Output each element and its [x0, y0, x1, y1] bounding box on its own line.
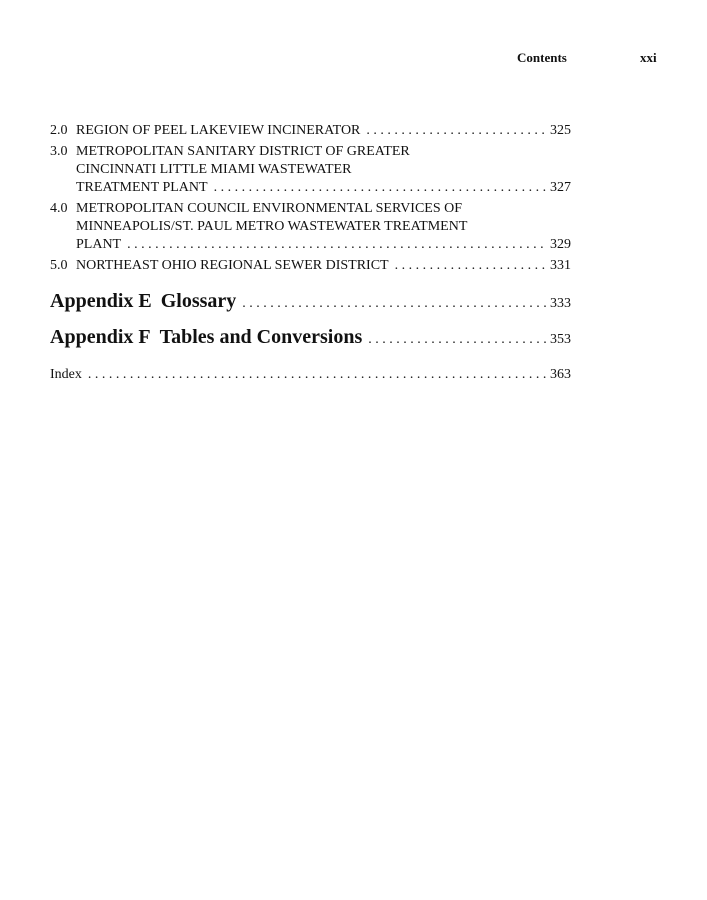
appendix-label: Appendix E [50, 290, 152, 312]
toc-entry-title-line-1: METROPOLITAN COUNCIL ENVIRONMENTAL SERVICES OF [76, 201, 463, 216]
dot-leader [242, 292, 547, 316]
running-head [0, 50, 707, 66]
toc-entry-5-0 [50, 257, 571, 275]
toc-entry-title: REGION OF PEEL LAKEVIEW INCINERATOR [76, 123, 361, 138]
toc-entry-number: 5.0 [50, 258, 68, 273]
dot-leader [127, 236, 547, 254]
toc-entry-number: 4.0 [50, 201, 68, 216]
appendix-label: Appendix F [50, 326, 151, 348]
appendix-title: Glossary [160, 290, 237, 312]
index-label: Index [50, 367, 82, 382]
dot-leader [88, 366, 547, 384]
toc-entry-title-line-3: PLANT [76, 237, 122, 252]
toc-entry-number: 2.0 [50, 123, 68, 138]
toc-entry-title-line-2: MINNEAPOLIS/ST. PAUL METRO WASTEWATER TREATMENT [76, 219, 468, 234]
dot-leader [368, 328, 547, 352]
appendix-page: 353 [550, 332, 571, 347]
toc-entry-3-0 [50, 143, 571, 197]
toc-entry-title-line-3: TREATMENT PLANT [76, 180, 208, 195]
toc-appendix-e [50, 289, 571, 316]
toc-entry-title-line-2: CINCINNATI LITTLE MIAMI WASTEWATER [76, 162, 352, 177]
toc-entry-2-0 [50, 122, 571, 140]
toc-entry-title: NORTHEAST OHIO REGIONAL SEWER DISTRICT [76, 258, 389, 273]
toc-entry-page: 325 [550, 123, 571, 138]
running-head-title: Contents [517, 50, 567, 65]
appendix-title: Tables and Conversions [159, 326, 363, 348]
running-head-page-number: xxi [640, 50, 657, 65]
toc-entry-4-0 [50, 200, 571, 254]
index-page: 363 [550, 367, 571, 382]
dot-leader [366, 122, 547, 140]
toc-entry-number: 3.0 [50, 144, 68, 159]
dot-leader [214, 179, 547, 197]
toc-appendix-f [50, 325, 571, 352]
appendix-page: 333 [550, 296, 571, 311]
toc-entry-title-line-1: METROPOLITAN SANITARY DISTRICT OF GREATER [76, 144, 410, 159]
dot-leader [395, 257, 547, 275]
table-of-contents [50, 122, 571, 387]
toc-entry-page: 331 [550, 258, 571, 273]
toc-entry-page: 327 [550, 180, 571, 195]
toc-entry-page: 329 [550, 237, 571, 252]
toc-index [50, 366, 571, 384]
